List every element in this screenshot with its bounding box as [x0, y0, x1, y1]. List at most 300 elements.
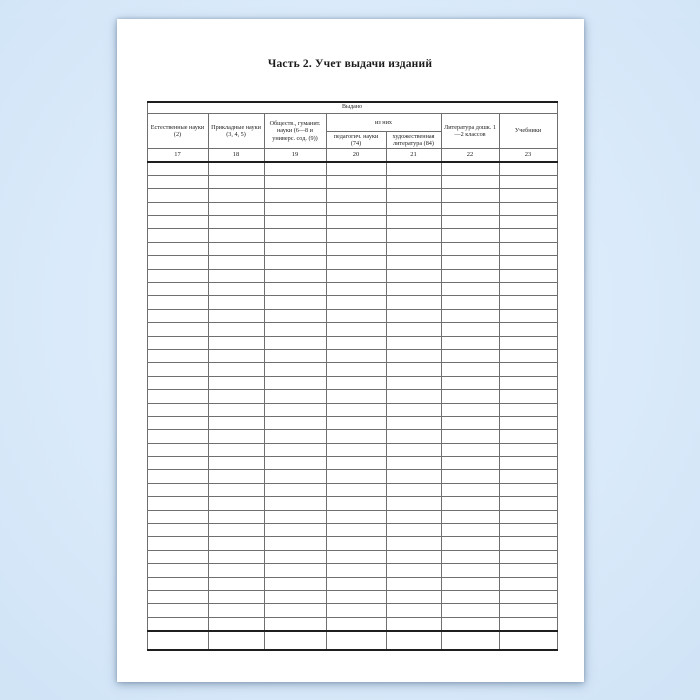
empty-cell [147, 390, 208, 403]
empty-cell [499, 591, 557, 604]
empty-cell [441, 577, 499, 590]
empty-cell [326, 336, 386, 349]
empty-cell [441, 591, 499, 604]
empty-cell [264, 604, 326, 617]
empty-cell [326, 403, 386, 416]
empty-cell [441, 175, 499, 188]
empty-cell [441, 376, 499, 389]
empty-cell [208, 390, 264, 403]
empty-cell [264, 256, 326, 269]
empty-cell [264, 591, 326, 604]
empty-cell [326, 376, 386, 389]
empty-cell [264, 390, 326, 403]
empty-cell [499, 189, 557, 202]
empty-cell [264, 229, 326, 242]
empty-cell [499, 229, 557, 242]
empty-cell [326, 296, 386, 309]
empty-cell [499, 550, 557, 563]
column-number: 17 [147, 149, 208, 163]
empty-cell [499, 510, 557, 523]
empty-cell [264, 216, 326, 229]
empty-cell [264, 416, 326, 429]
table-row [147, 162, 557, 175]
empty-cell [441, 537, 499, 550]
empty-cell [499, 162, 557, 175]
empty-cell [386, 457, 441, 470]
empty-cell [208, 591, 264, 604]
column-header-uchebniki: Учебники [499, 114, 557, 149]
table-row [147, 242, 557, 255]
empty-cell [386, 577, 441, 590]
table-row [147, 216, 557, 229]
empty-cell [441, 390, 499, 403]
empty-cell [386, 390, 441, 403]
empty-cell [208, 309, 264, 322]
empty-cell [499, 403, 557, 416]
column-header-hudozhestvennaya-literatura: художественная литература (84) [386, 132, 441, 149]
empty-cell [208, 296, 264, 309]
spanner-row [147, 102, 557, 114]
empty-cell [441, 283, 499, 296]
empty-cell [386, 216, 441, 229]
empty-cell [386, 416, 441, 429]
empty-cell [441, 229, 499, 242]
empty-cell [499, 631, 557, 650]
empty-cell [208, 470, 264, 483]
empty-cell [264, 309, 326, 322]
empty-cell [208, 256, 264, 269]
empty-cell [208, 430, 264, 443]
empty-cell [441, 564, 499, 577]
empty-cell [264, 403, 326, 416]
empty-cell [499, 524, 557, 537]
empty-cell [326, 510, 386, 523]
empty-cell [499, 430, 557, 443]
empty-cell [326, 216, 386, 229]
table-row [147, 323, 557, 336]
empty-cell [264, 510, 326, 523]
empty-cell [208, 604, 264, 617]
empty-cell [326, 457, 386, 470]
empty-cell [264, 564, 326, 577]
empty-cell [326, 591, 386, 604]
table-row [147, 336, 557, 349]
empty-cell [208, 510, 264, 523]
table-row [147, 363, 557, 376]
spanner-vydano: Выдано [147, 102, 557, 114]
empty-cell [264, 457, 326, 470]
empty-cell [441, 349, 499, 362]
empty-cell [499, 470, 557, 483]
empty-cell [441, 323, 499, 336]
empty-cell [326, 497, 386, 510]
empty-cell [208, 443, 264, 456]
table-row [147, 577, 557, 590]
empty-cell [499, 283, 557, 296]
empty-cell [386, 363, 441, 376]
empty-cell [441, 617, 499, 630]
empty-cell [264, 376, 326, 389]
empty-cell [264, 550, 326, 563]
table-row [147, 510, 557, 523]
empty-cell [147, 229, 208, 242]
empty-cell [147, 510, 208, 523]
empty-cell [499, 564, 557, 577]
empty-cell [441, 189, 499, 202]
empty-cell [499, 296, 557, 309]
empty-cell [441, 296, 499, 309]
empty-cell [208, 175, 264, 188]
empty-cell [147, 309, 208, 322]
empty-cell [386, 550, 441, 563]
empty-cell [264, 363, 326, 376]
empty-cell [499, 497, 557, 510]
empty-cell [386, 242, 441, 255]
empty-cell [441, 269, 499, 282]
empty-cell [386, 269, 441, 282]
empty-cell [326, 242, 386, 255]
empty-cell [208, 564, 264, 577]
column-number-row [147, 149, 557, 163]
empty-cell [264, 175, 326, 188]
empty-cell [208, 269, 264, 282]
column-header-prikladnye-nauki: Прикладные науки (3, 4, 5) [208, 114, 264, 149]
column-group-iz-nih: из них [326, 114, 441, 132]
empty-cell [499, 363, 557, 376]
empty-cell [264, 524, 326, 537]
empty-cell [147, 202, 208, 215]
column-number: 18 [208, 149, 264, 163]
table-row [147, 497, 557, 510]
table-header [147, 102, 557, 162]
table-body [147, 162, 557, 650]
column-number: 22 [441, 149, 499, 163]
table-row [147, 604, 557, 617]
empty-cell [208, 349, 264, 362]
empty-cell [208, 537, 264, 550]
empty-cell [326, 283, 386, 296]
table-row [147, 309, 557, 322]
empty-cell [326, 269, 386, 282]
empty-cell [441, 216, 499, 229]
empty-cell [441, 309, 499, 322]
empty-cell [264, 269, 326, 282]
table-row [147, 550, 557, 563]
empty-cell [208, 524, 264, 537]
empty-cell [386, 591, 441, 604]
empty-cell [326, 309, 386, 322]
empty-cell [147, 631, 208, 650]
empty-cell [499, 202, 557, 215]
column-number: 21 [386, 149, 441, 163]
empty-cell [147, 617, 208, 630]
column-number: 20 [326, 149, 386, 163]
empty-cell [386, 631, 441, 650]
ledger-table [147, 101, 558, 651]
empty-cell [147, 256, 208, 269]
empty-cell [386, 470, 441, 483]
empty-cell [441, 256, 499, 269]
empty-cell [441, 604, 499, 617]
empty-cell [386, 162, 441, 175]
empty-cell [326, 323, 386, 336]
empty-cell [499, 256, 557, 269]
empty-cell [208, 336, 264, 349]
empty-cell [499, 483, 557, 496]
empty-cell [264, 497, 326, 510]
table-row [147, 564, 557, 577]
empty-cell [441, 524, 499, 537]
empty-cell [208, 323, 264, 336]
empty-cell [499, 242, 557, 255]
empty-cell [147, 483, 208, 496]
empty-cell [147, 216, 208, 229]
empty-cell [208, 550, 264, 563]
empty-cell [499, 537, 557, 550]
empty-cell [386, 604, 441, 617]
table-row [147, 591, 557, 604]
empty-cell [386, 175, 441, 188]
empty-cell [326, 577, 386, 590]
empty-cell [147, 564, 208, 577]
empty-cell [499, 604, 557, 617]
empty-cell [147, 524, 208, 537]
empty-cell [147, 336, 208, 349]
empty-cell [326, 430, 386, 443]
table-row [147, 189, 557, 202]
empty-cell [386, 296, 441, 309]
empty-cell [208, 363, 264, 376]
empty-cell [264, 537, 326, 550]
empty-cell [147, 403, 208, 416]
empty-cell [264, 470, 326, 483]
empty-cell [499, 309, 557, 322]
empty-cell [386, 524, 441, 537]
empty-cell [326, 416, 386, 429]
empty-cell [147, 349, 208, 362]
empty-cell [147, 416, 208, 429]
empty-cell [264, 323, 326, 336]
empty-cell [264, 483, 326, 496]
empty-cell [264, 631, 326, 650]
empty-cell [147, 577, 208, 590]
table-row [147, 524, 557, 537]
empty-cell [264, 443, 326, 456]
empty-cell [147, 443, 208, 456]
empty-cell [386, 617, 441, 630]
table-row [147, 269, 557, 282]
empty-cell [386, 443, 441, 456]
empty-cell [264, 189, 326, 202]
empty-cell [264, 202, 326, 215]
empty-cell [386, 202, 441, 215]
empty-cell [386, 564, 441, 577]
empty-cell [147, 189, 208, 202]
empty-cell [208, 189, 264, 202]
table-row [147, 403, 557, 416]
empty-cell [441, 457, 499, 470]
empty-cell [264, 349, 326, 362]
table-row [147, 349, 557, 362]
empty-cell [441, 483, 499, 496]
table-row [147, 443, 557, 456]
table-row [147, 537, 557, 550]
empty-cell [326, 229, 386, 242]
empty-cell [208, 403, 264, 416]
empty-cell [441, 416, 499, 429]
empty-cell [441, 510, 499, 523]
empty-cell [208, 416, 264, 429]
table-row [147, 617, 557, 630]
empty-cell [326, 617, 386, 630]
table-total-row [147, 631, 557, 650]
empty-cell [386, 497, 441, 510]
empty-cell [386, 537, 441, 550]
empty-cell [264, 430, 326, 443]
empty-cell [147, 162, 208, 175]
header-group-row [147, 114, 557, 132]
empty-cell [326, 631, 386, 650]
empty-cell [386, 510, 441, 523]
table-row [147, 283, 557, 296]
empty-cell [441, 403, 499, 416]
document-page [117, 19, 584, 682]
empty-cell [264, 577, 326, 590]
empty-cell [147, 470, 208, 483]
empty-cell [386, 376, 441, 389]
empty-cell [326, 550, 386, 563]
empty-cell [326, 564, 386, 577]
table-row [147, 202, 557, 215]
column-number: 23 [499, 149, 557, 163]
empty-cell [208, 497, 264, 510]
column-header-pedagogich-nauki: педагогич. науки (74) [326, 132, 386, 149]
empty-cell [386, 229, 441, 242]
table-row [147, 470, 557, 483]
empty-cell [208, 229, 264, 242]
empty-cell [499, 336, 557, 349]
empty-cell [264, 162, 326, 175]
empty-cell [208, 202, 264, 215]
empty-cell [147, 430, 208, 443]
empty-cell [386, 349, 441, 362]
empty-cell [441, 202, 499, 215]
empty-cell [147, 457, 208, 470]
empty-cell [499, 390, 557, 403]
empty-cell [441, 550, 499, 563]
table-row [147, 390, 557, 403]
empty-cell [208, 617, 264, 630]
empty-cell [147, 497, 208, 510]
empty-cell [264, 283, 326, 296]
empty-cell [499, 577, 557, 590]
empty-cell [147, 376, 208, 389]
empty-cell [441, 631, 499, 650]
empty-cell [326, 443, 386, 456]
empty-cell [326, 537, 386, 550]
empty-cell [386, 189, 441, 202]
empty-cell [499, 617, 557, 630]
empty-cell [326, 175, 386, 188]
empty-cell [499, 216, 557, 229]
empty-cell [499, 269, 557, 282]
empty-cell [208, 162, 264, 175]
empty-cell [386, 323, 441, 336]
empty-cell [208, 242, 264, 255]
empty-cell [386, 483, 441, 496]
empty-cell [499, 175, 557, 188]
empty-cell [147, 537, 208, 550]
empty-cell [147, 323, 208, 336]
empty-cell [147, 175, 208, 188]
empty-cell [147, 269, 208, 282]
column-header-estestvennye-nauki: Естественные науки (2) [147, 114, 208, 149]
empty-cell [441, 242, 499, 255]
empty-cell [499, 443, 557, 456]
table-row [147, 416, 557, 429]
empty-cell [499, 457, 557, 470]
empty-cell [326, 349, 386, 362]
empty-cell [147, 591, 208, 604]
empty-cell [147, 604, 208, 617]
empty-cell [208, 216, 264, 229]
empty-cell [441, 497, 499, 510]
empty-cell [441, 162, 499, 175]
empty-cell [264, 617, 326, 630]
empty-cell [386, 256, 441, 269]
table-row [147, 483, 557, 496]
empty-cell [441, 470, 499, 483]
empty-cell [264, 242, 326, 255]
page-title: Часть 2. Учет выдачи изданий [267, 58, 433, 70]
empty-cell [386, 430, 441, 443]
empty-cell [326, 256, 386, 269]
empty-cell [264, 296, 326, 309]
empty-cell [441, 430, 499, 443]
empty-cell [326, 202, 386, 215]
empty-cell [208, 483, 264, 496]
empty-cell [441, 443, 499, 456]
empty-cell [386, 309, 441, 322]
empty-cell [326, 189, 386, 202]
empty-cell [208, 457, 264, 470]
empty-cell [441, 363, 499, 376]
table-row [147, 296, 557, 309]
empty-cell [326, 390, 386, 403]
table-row [147, 376, 557, 389]
empty-cell [326, 363, 386, 376]
empty-cell [147, 283, 208, 296]
table-row [147, 457, 557, 470]
column-header-literatura-doshk: Литература дошк. 1—2 классов [441, 114, 499, 149]
empty-cell [208, 577, 264, 590]
empty-cell [326, 604, 386, 617]
table-row [147, 229, 557, 242]
table-row [147, 175, 557, 188]
table-row [147, 430, 557, 443]
column-number: 19 [264, 149, 326, 163]
empty-cell [326, 162, 386, 175]
empty-cell [326, 524, 386, 537]
empty-cell [386, 283, 441, 296]
empty-cell [499, 323, 557, 336]
empty-cell [386, 336, 441, 349]
empty-cell [326, 470, 386, 483]
empty-cell [441, 336, 499, 349]
empty-cell [208, 283, 264, 296]
empty-cell [147, 296, 208, 309]
empty-cell [326, 483, 386, 496]
